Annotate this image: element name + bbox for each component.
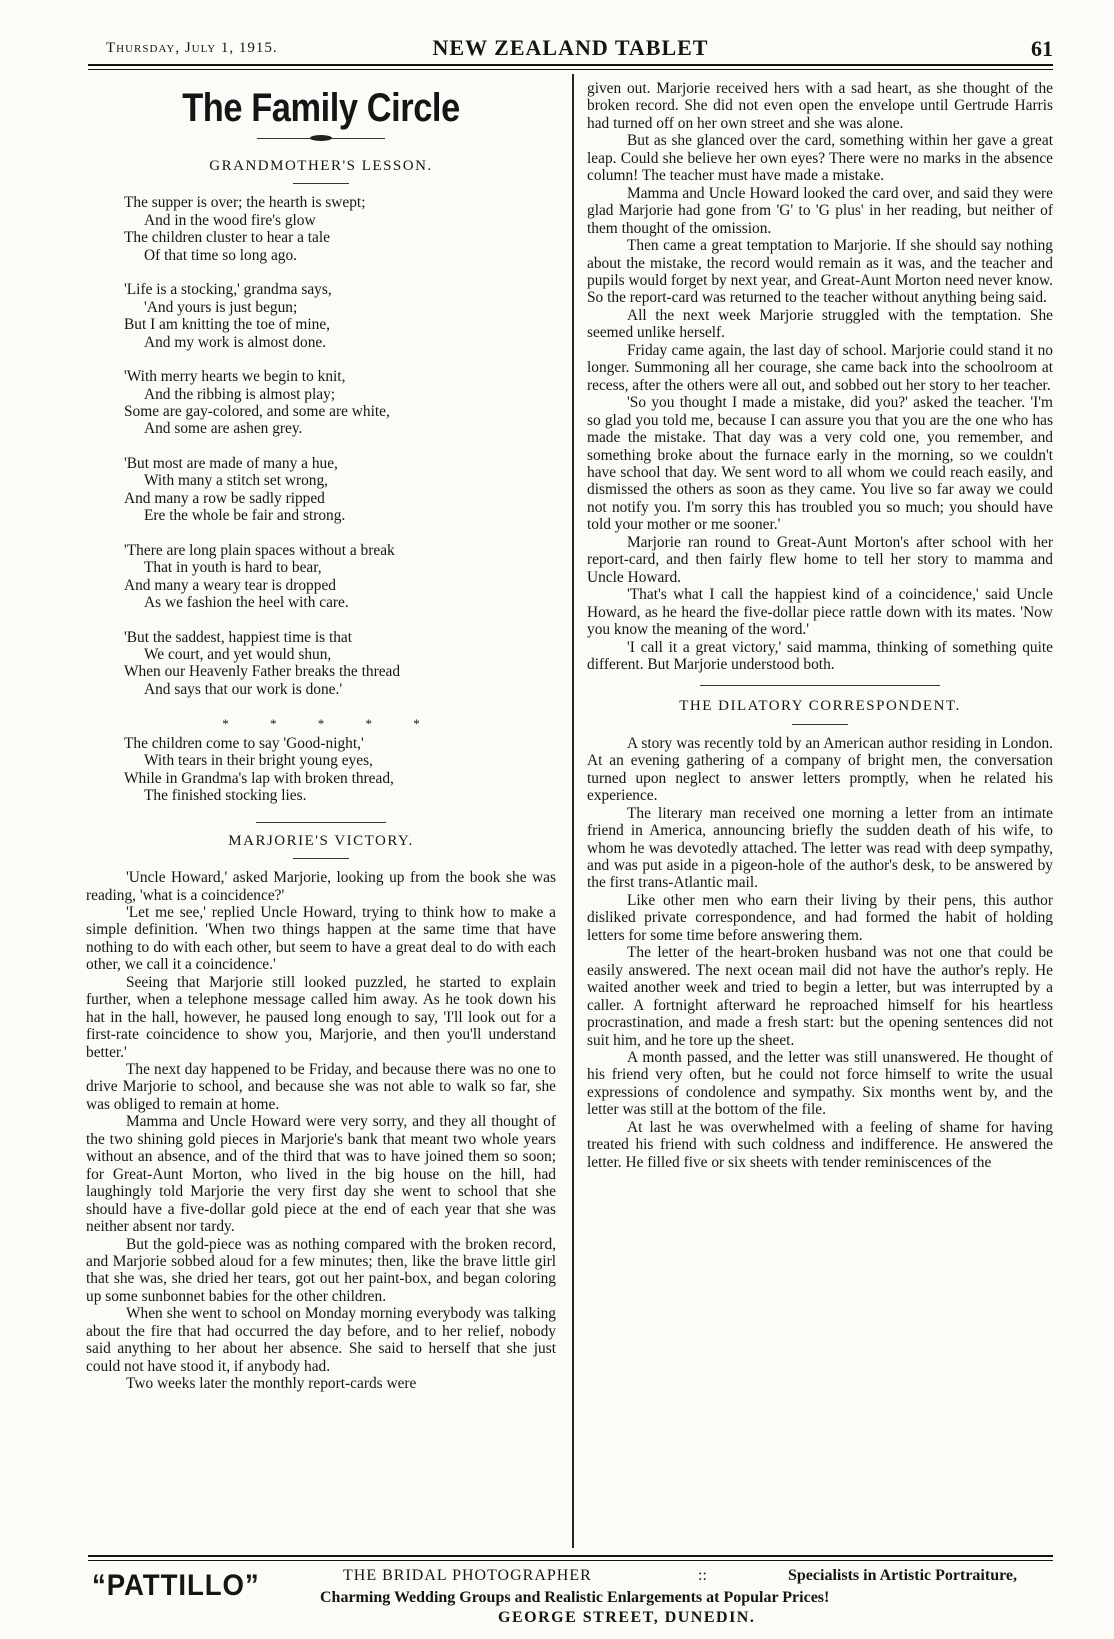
poem-line: We court, and yet would shun, bbox=[144, 645, 332, 663]
ad-address: GEORGE STREET, DUNEDIN. bbox=[498, 1609, 756, 1626]
advertisement-footer bbox=[88, 1555, 1053, 1635]
short-rule bbox=[792, 724, 848, 725]
paragraph: When she went to school on Monday morning everybody was talking about the fire that had occurred the day before, and to her relief, nobody said anything to her about her absence. She said to herself that she just could not have stood it, if anybody had. bbox=[86, 1305, 556, 1375]
poem-line: With tears in their bright young eyes, bbox=[144, 752, 373, 770]
poem-line: The supper is over; the hearth is swept; bbox=[124, 194, 366, 212]
ad-line-2: Charming Wedding Groups and Realistic Enlargements at Popular Prices! bbox=[320, 1589, 830, 1606]
poem-line: And in the wood fire's glow bbox=[144, 211, 316, 229]
poem-line: 'But most are made of many a hue, bbox=[124, 454, 338, 472]
section-masthead: The Family Circle bbox=[182, 86, 460, 130]
poem-line: 'But the saddest, happiest time is that bbox=[124, 628, 353, 646]
ad-separator: :: bbox=[698, 1567, 707, 1584]
poem-line: As we fashion the heel with care. bbox=[144, 594, 349, 612]
ad-line-1: THE BRIDAL PHOTOGRAPHER bbox=[343, 1567, 592, 1584]
section-rule bbox=[700, 685, 940, 686]
poem-line: And my work is almost done. bbox=[144, 333, 327, 351]
ornament-divider bbox=[257, 138, 385, 145]
paragraph: Marjorie ran round to Great-Aunt Morton's after school with her report-card, and then fairly flew home to tell her story to mamma and Uncle Howard. bbox=[587, 533, 1053, 586]
poem-stanza bbox=[86, 542, 556, 612]
ad-specialty: Specialists in Artistic Portraiture, bbox=[788, 1567, 1017, 1584]
poem-line: And the ribbing is almost play; bbox=[144, 385, 336, 403]
paragraph: A story was recently told by an American author residing in London. At an evening gathering of a company of bright men, the conversation turned upon neglect to answer letters promptly, when he related his experience. bbox=[587, 734, 1053, 805]
story-title: MARJORIE'S VICTORY. bbox=[228, 832, 414, 849]
paragraph: 'I call it a great victory,' said mamma, thinking of something quite different. But Marjorie understood both. bbox=[587, 638, 1053, 673]
paragraph: The literary man received one morning a letter from an intimate friend in America, announcing briefly the sudden death of his wife, to whom he was devotedly attached. The letter was read with deep sympathy, and was put aside in a pigeon-hole of the author's desk, to be answered by the first trans-Atlantic mail. bbox=[587, 804, 1053, 892]
page-number: 61 bbox=[1031, 36, 1053, 61]
column-divider bbox=[572, 74, 574, 1548]
poem-line: Ere the whole be fair and strong. bbox=[144, 507, 346, 525]
poem-stanza bbox=[86, 194, 556, 264]
paragraph: At last he was overwhelmed with a feeling of shame for having treated his friend with such coldness and indifference. He answered the letter. He filled five or six sheets with tender reminiscences of the bbox=[587, 1118, 1053, 1171]
paragraph: 'Let me see,' replied Uncle Howard, trying to think how to make a simple definition. 'When two things happen at the same time that have nothing to do with each other, but seem to have a great deal to do with each other, we call it a coincidence.' bbox=[86, 903, 556, 974]
paragraph: 'So you thought I made a mistake, did you?' asked the teacher. 'I'm so glad you told me, because I can assure you that you are the one who has made the mistake. That day was a very cold one, you remember, and something broke about the furnace early in the morning, so we couldn't have school that day. We sent word to all whom we could reach easily, and dismissed the others as soon as they came. You live so far away we could not notify you. I'm sorry this has troubled you so much; you should have told your mother or me sooner.' bbox=[587, 394, 1053, 534]
paragraph: Like other men who earn their living by their pens, this author disliked private correspondence, and had formed the habit of holding letters for some time before answering them. bbox=[587, 891, 1053, 944]
footer-rule-thin bbox=[88, 1560, 1053, 1561]
stars-divider: * * * * * bbox=[222, 716, 420, 732]
paragraph: A month passed, and the letter was still unanswered. He thought of his friend very often, but he could not force himself to write the usual expressions of condolence and sympathy. Six months went by, and the letter was still at the bottom of the file. bbox=[587, 1049, 1053, 1119]
paragraph: But the gold-piece was as nothing compared with the broken record, and Marjorie sobbed aloud for a few minutes; then, like the brave little girl that she was, she dried her tears, got out her paint-box, and began coloring up some sunbonnet babies for the other children. bbox=[86, 1235, 556, 1305]
advertiser-name: “PATTILLO” bbox=[92, 1569, 260, 1602]
paragraph: given out. Marjorie received hers with a sad heart, as she thought of the broken record. She did not even open the envelope until Gertrude Harris had turned off on her own street and she was alone. bbox=[587, 80, 1053, 132]
header-date: Thursday, July 1, 1915. bbox=[106, 40, 278, 56]
story2-title: THE DILATORY CORRESPONDENT. bbox=[679, 698, 961, 715]
paragraph: All the next week Marjorie struggled with the temptation. She seemed unlike herself. bbox=[587, 306, 1053, 342]
poem-line: 'With merry hearts we begin to knit, bbox=[124, 368, 346, 386]
story-body bbox=[86, 869, 556, 1393]
poem-line: And many a weary tear is dropped bbox=[124, 576, 336, 594]
poem-stanza bbox=[86, 629, 556, 699]
paragraph: Mamma and Uncle Howard were very sorry, and they all thought of the two shining gold pieces in Marjorie's bank that meant two whole years without an absence, and of the third that was to have joined them so soon; for Great-Aunt Morton, who lived in the big house on the hill, had laughingly told Marjorie the very first day she went to school that she should have a five-dollar gold piece at the end of each year that she was neither absent nor tardy. bbox=[86, 1113, 556, 1236]
poem-stanza bbox=[86, 281, 556, 351]
poem-line: When our Heavenly Father breaks the thread bbox=[124, 663, 401, 681]
poem-line: And many a row be sadly ripped bbox=[124, 489, 325, 507]
left-column bbox=[86, 80, 556, 1393]
story2-body bbox=[587, 735, 1053, 1171]
poem-stanza bbox=[86, 455, 556, 525]
poem bbox=[86, 194, 556, 804]
header-rule bbox=[88, 64, 1053, 66]
section-rule bbox=[256, 822, 386, 823]
short-rule bbox=[293, 858, 349, 859]
paragraph: Then came a great temptation to Marjorie. If she should say nothing about the mistake, the record would remain as it was, and the teacher and pupils would forget by next year, and Great-Aunt Morton need never know. So the report-card was returned to the teacher without anything being said. bbox=[587, 237, 1053, 307]
paragraph: 'Uncle Howard,' asked Marjorie, looking up from the book she was reading, 'what is a coincidence?' bbox=[86, 869, 556, 904]
poem-line: While in Grandma's lap with broken thread, bbox=[124, 769, 394, 787]
poem-title: GRANDMOTHER'S LESSON. bbox=[209, 158, 433, 174]
paragraph: Mamma and Uncle Howard looked the card over, and said they were glad Marjorie had gone from 'G' to 'G plus' in her reading, but neither of them thought of the omission. bbox=[587, 184, 1053, 237]
short-rule bbox=[293, 183, 349, 184]
poem-line: 'There are long plain spaces without a break bbox=[124, 541, 395, 559]
poem-line: Of that time so long ago. bbox=[144, 246, 298, 264]
poem-line: The finished stocking lies. bbox=[144, 787, 307, 805]
poem-line: 'Life is a stocking,' grandma says, bbox=[124, 281, 332, 299]
poem-line: The children cluster to hear a tale bbox=[124, 229, 330, 247]
poem-line: 'And yours is just begun; bbox=[144, 298, 298, 316]
footer-rule bbox=[88, 1555, 1053, 1557]
poem-line: That in youth is hard to bear, bbox=[144, 559, 322, 577]
header-title: NEW ZEALAND TABLET bbox=[432, 35, 709, 60]
story-continued bbox=[587, 80, 1053, 673]
poem-line: The children come to say 'Good-night,' bbox=[124, 734, 364, 752]
paragraph: The next day happened to be Friday, and because there was no one to drive Marjorie to school, and because she was not able to walk so far, she was obliged to remain at home. bbox=[86, 1061, 556, 1113]
paragraph: Friday came again, the last day of school. Marjorie could stand it no longer. Summoning all her courage, she came back into the schoolroom at recess, after the others were all out, and sobbed out her story to her teacher. bbox=[587, 341, 1053, 394]
poem-line: And says that our work is done.' bbox=[144, 680, 343, 698]
poem-line: And some are ashen grey. bbox=[144, 420, 303, 438]
poem-line: With many a stitch set wrong, bbox=[144, 472, 329, 490]
poem-stanza bbox=[86, 368, 556, 438]
paragraph: But as she glanced over the card, something within her gave a great leap. Could she believe her own eyes? There were no marks in the absence column! The teacher must have made a mistake. bbox=[587, 132, 1053, 185]
right-column bbox=[587, 80, 1053, 1171]
poem-line: But I am knitting the toe of mine, bbox=[124, 316, 331, 334]
paragraph: The letter of the heart-broken husband was not one that could be easily answered. The next ocean mail did not have the author's reply. He waited another week and tried to begin a letter, but was interrupted by a caller. A fortnight afterward he reproached himself for his heartless procrastination, and made a fresh start: but the opening sentences did not suit him, and he tore up the sheet. bbox=[587, 944, 1053, 1049]
poem-stanza bbox=[86, 735, 556, 805]
header-rule-thin bbox=[88, 69, 1053, 70]
paragraph: 'That's what I call the happiest kind of a coincidence,' said Uncle Howard, as he heard the five-dollar piece rattle down with its mates. 'Now you know the meaning of the word.' bbox=[587, 586, 1053, 639]
page-header bbox=[88, 30, 1053, 66]
poem-line: Some are gay-colored, and some are white, bbox=[124, 402, 390, 420]
paragraph: Two weeks later the monthly report-cards were bbox=[126, 1375, 417, 1393]
paragraph: Seeing that Marjorie still looked puzzled, he started to explain further, when a telephone message called him away. As he took down his hat in the hall, however, he paused long enough to say, 'I'll look out for a first-rate coincidence to show you, Marjorie, and then you'll understand better.' bbox=[86, 973, 556, 1061]
